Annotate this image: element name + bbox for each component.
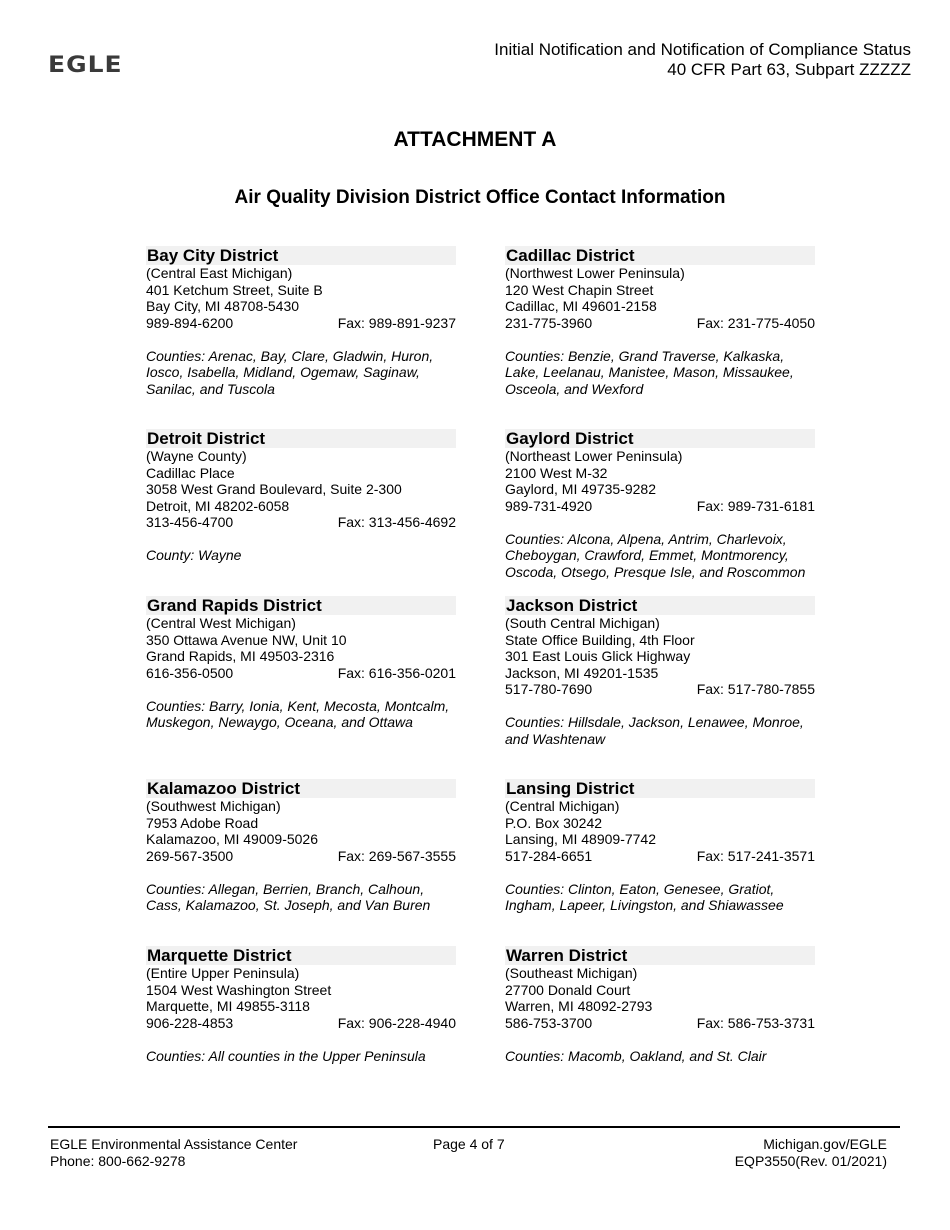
district-region: (Central Michigan): [505, 798, 620, 814]
district-counties: Counties: Clinton, Eaton, Genesee, Gratiot, Ingham, Lapeer, Livingston, and Shiawassee: [505, 880, 784, 914]
district-phone: 231-775-3960: [505, 314, 593, 331]
header-title-line2: 40 CFR Part 63, Subpart ZZZZZ: [667, 60, 911, 79]
district-street: 301 East Louis Glick Highway: [505, 648, 691, 665]
district-building: Cadillac Place: [146, 464, 235, 481]
district-fax: Fax: 231-775-4050: [696, 314, 815, 331]
district-phone-row: [146, 665, 456, 682]
district-phone-row: [505, 315, 815, 332]
district-counties: Counties: Arenac, Bay, Clare, Gladwin, Huron, Iosco, Isabella, Midland, Ogemaw, Saginaw, Sanilac, and Tuscola: [146, 347, 434, 397]
district-phone-row: [146, 1015, 456, 1032]
district-kalamazoo: [146, 779, 456, 914]
district-name: Marquette District: [146, 946, 456, 965]
district-fax: Fax: 517-241-3571: [696, 847, 815, 864]
page-header: [494, 40, 911, 80]
district-region: (Southeast Michigan): [505, 965, 638, 981]
district-name: Bay City District: [146, 246, 456, 265]
district-cadillac: [505, 246, 815, 398]
district-city: Detroit, MI 48202-6058: [146, 497, 290, 514]
district-city: Jackson, MI 49201-1535: [505, 664, 659, 681]
footer-contact: [50, 1136, 297, 1170]
page-number: Page 4 of 7: [433, 1136, 505, 1152]
district-phone: 517-780-7690: [505, 681, 593, 698]
district-phone: 269-567-3500: [146, 847, 234, 864]
district-counties: Counties: Hillsdale, Jackson, Lenawee, Monroe, and Washtenaw: [505, 714, 804, 747]
district-phone-row: [505, 848, 815, 865]
district-counties: Counties: Macomb, Oakland, and St. Clair: [505, 1047, 767, 1064]
district-region: (Entire Upper Peninsula): [146, 965, 300, 981]
district-bay-city: [146, 246, 456, 398]
district-name: Jackson District: [505, 596, 815, 615]
district-city: Kalamazoo, MI 49009-5026: [146, 831, 318, 848]
district-jackson: [505, 596, 815, 748]
district-name: Lansing District: [505, 779, 815, 798]
district-street: 3058 West Grand Boulevard, Suite 2-300: [146, 481, 402, 498]
district-city: Lansing, MI 48909-7742: [505, 831, 656, 848]
district-fax: Fax: 586-753-3731: [696, 1014, 815, 1031]
header-title-line1: Initial Notification and Notification of Compliance Status: [494, 40, 911, 59]
district-gaylord: [505, 429, 815, 581]
district-name: Detroit District: [146, 429, 456, 448]
district-name: Warren District: [505, 946, 815, 965]
district-street: 7953 Adobe Road: [146, 814, 259, 831]
district-city: Grand Rapids, MI 49503-2316: [146, 648, 335, 665]
district-fax: Fax: 989-891-9237: [337, 314, 456, 331]
district-street: P.O. Box 30242: [505, 814, 603, 831]
footer-website: Michigan.gov/EGLE: [763, 1136, 887, 1152]
district-city: Gaylord, MI 49735-9282: [505, 481, 656, 498]
district-counties: Counties: Benzie, Grand Traverse, Kalkaska, Lake, Leelanau, Manistee, Mason, Missaukee, Osceola, and Wexford: [505, 347, 794, 397]
district-name: Kalamazoo District: [146, 779, 456, 798]
footer-reference: [735, 1136, 887, 1170]
district-region: (Central West Michigan): [146, 615, 296, 631]
district-fax: Fax: 517-780-7855: [696, 681, 815, 698]
district-city: Cadillac, MI 49601-2158: [505, 298, 657, 315]
district-street: 2100 West M-32: [505, 464, 608, 481]
district-phone-row: [505, 1015, 815, 1032]
district-city: Marquette, MI 49855-3118: [146, 998, 310, 1015]
district-counties: County: Wayne: [146, 547, 242, 564]
district-name: Grand Rapids District: [146, 596, 456, 615]
district-marquette: [146, 946, 456, 1064]
district-region: (Central East Michigan): [146, 265, 293, 281]
district-street: 1504 West Washington Street: [146, 981, 332, 998]
district-city: Bay City, MI 48708-5430: [146, 298, 300, 315]
district-street: 120 West Chapin Street: [505, 281, 654, 298]
district-region: (South Central Michigan): [505, 615, 660, 631]
district-fax: Fax: 989-731-6181: [696, 497, 815, 514]
district-name: Gaylord District: [505, 429, 815, 448]
district-phone-row: [146, 514, 456, 531]
district-grand-rapids: [146, 596, 456, 731]
district-region: (Northwest Lower Peninsula): [505, 265, 685, 281]
district-fax: Fax: 616-356-0201: [337, 664, 456, 681]
district-phone: 906-228-4853: [146, 1014, 234, 1031]
district-phone: 616-356-0500: [146, 664, 234, 681]
egle-logo: EGLE: [48, 51, 123, 78]
district-region: (Northeast Lower Peninsula): [505, 448, 683, 464]
footer-phone: Phone: 800-662-9278: [50, 1153, 186, 1169]
district-city: Warren, MI 48092-2793: [505, 998, 653, 1015]
district-region: (Southwest Michigan): [146, 798, 281, 814]
footer-form-id: EQP3550(Rev. 01/2021): [734, 1153, 887, 1169]
district-phone-row: [146, 315, 456, 332]
district-warren: [505, 946, 815, 1064]
district-street: 27700 Donald Court: [505, 981, 631, 998]
district-fax: Fax: 906-228-4940: [337, 1014, 456, 1031]
district-phone: 517-284-6651: [505, 847, 593, 864]
district-phone: 989-894-6200: [146, 314, 234, 331]
district-phone-row: [146, 848, 456, 865]
district-phone: 586-753-3700: [505, 1014, 593, 1031]
district-phone: 989-731-4920: [505, 497, 593, 514]
district-counties: Counties: Allegan, Berrien, Branch, Calhoun, Cass, Kalamazoo, St. Joseph, and Van Buren: [146, 880, 431, 914]
district-counties: Counties: Alcona, Alpena, Antrim, Charlevoix, Cheboygan, Crawford, Emmet, Montmorency, Oscoda, Otsego, Presque Isle, and Roscommon: [505, 530, 806, 580]
footer-org: EGLE Environmental Assistance Center: [50, 1136, 298, 1152]
district-street: 401 Ketchum Street, Suite B: [146, 281, 323, 298]
footer-divider: [48, 1126, 900, 1128]
district-fax: Fax: 313-456-4692: [337, 514, 456, 531]
district-street: 350 Ottawa Avenue NW, Unit 10: [146, 631, 347, 648]
district-lansing: [505, 779, 815, 914]
district-counties: Counties: Barry, Ionia, Kent, Mecosta, Montcalm, Muskegon, Newaygo, Oceana, and Ottawa: [146, 697, 450, 731]
district-building: State Office Building, 4th Floor: [505, 631, 695, 648]
document-title: ATTACHMENT A: [393, 128, 557, 151]
district-phone-row: [505, 498, 815, 515]
district-phone: 313-456-4700: [146, 514, 234, 531]
district-name: Cadillac District: [505, 246, 815, 265]
district-fax: Fax: 269-567-3555: [337, 847, 456, 864]
district-phone-row: [505, 681, 815, 698]
district-region: (Wayne County): [146, 448, 247, 464]
district-counties: Counties: All counties in the Upper Peninsula: [146, 1047, 426, 1064]
district-detroit: [146, 429, 456, 564]
document-subtitle: Air Quality Division District Office Contact Information: [234, 187, 726, 208]
